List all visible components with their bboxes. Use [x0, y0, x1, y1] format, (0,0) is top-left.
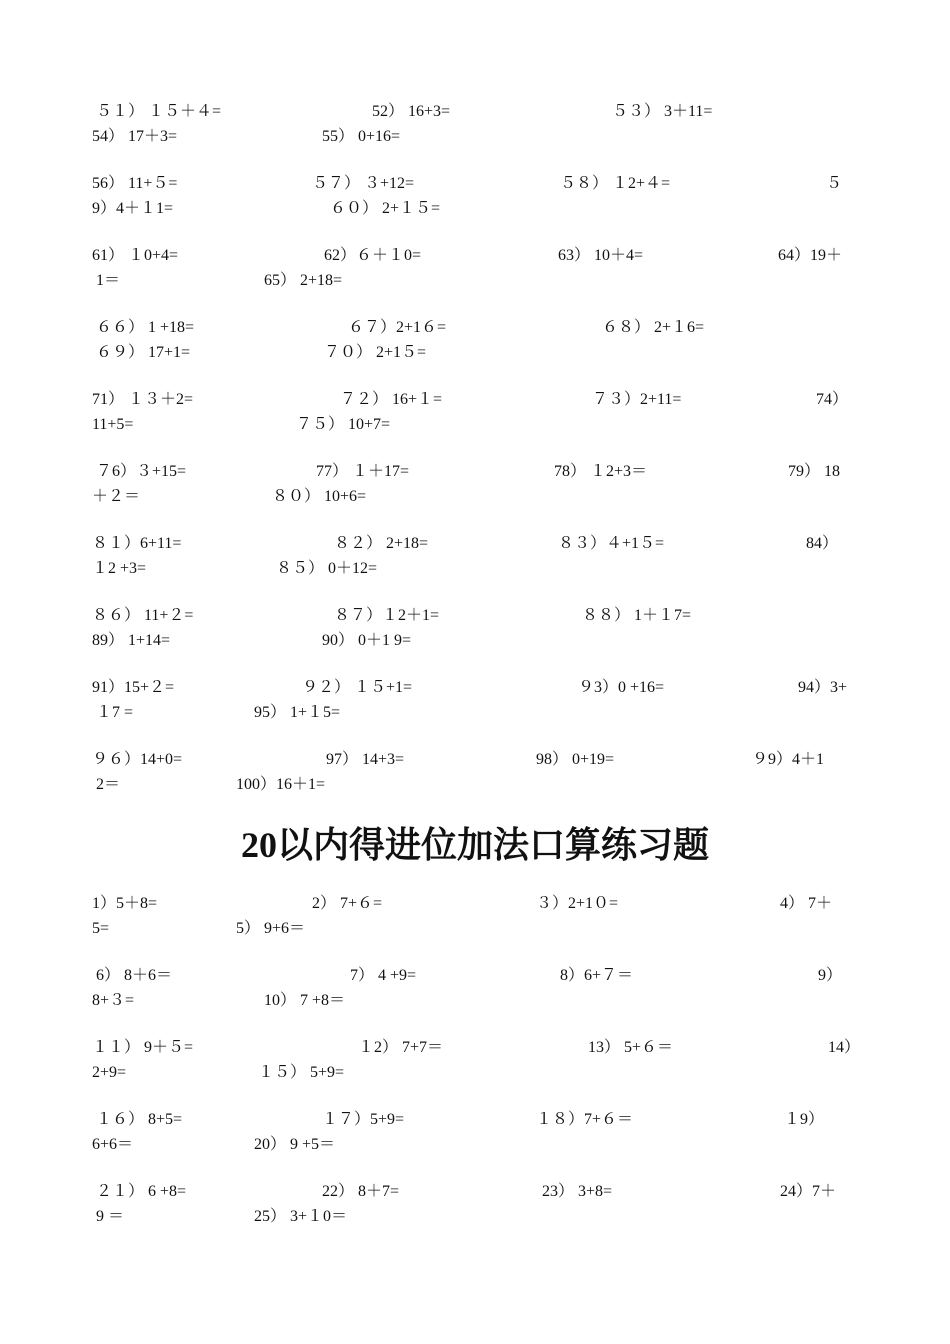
problem-row	[0, 485, 950, 509]
problem-row	[0, 388, 950, 412]
problem-item: 13） 5+６＝	[588, 1039, 674, 1056]
problem-item: ８０） 10+6=	[272, 488, 367, 505]
problem-item: 77） １＋17=	[316, 463, 410, 480]
problem-item: ３）2+1０=	[536, 895, 619, 912]
problem-item: ２１） 6 +8=	[96, 1183, 187, 1200]
problem-row	[0, 1061, 950, 1085]
problem-row	[0, 100, 950, 124]
problem-item: 84）	[806, 535, 839, 552]
problem-item: 62）６＋１0=	[324, 247, 422, 264]
problem-row	[0, 1036, 950, 1060]
problem-item: ８８） 1＋１7=	[582, 607, 692, 624]
problem-item: ５８） １2+４=	[560, 175, 671, 192]
problem-item: 95） 1+１5=	[254, 704, 341, 721]
problem-row	[0, 748, 950, 772]
problem-item: ８１）6+11=	[92, 535, 182, 552]
problem-item: ６７）2+1６=	[348, 319, 447, 336]
problem-row	[0, 917, 950, 941]
problem-item: 14）	[828, 1039, 861, 1056]
problem-row	[0, 701, 950, 725]
problem-item: 7） 4 +9=	[350, 967, 417, 984]
problem-item: １2） 7+7＝	[358, 1039, 444, 1056]
problem-item: １7 =	[96, 704, 134, 721]
problem-row	[0, 1180, 950, 1204]
problem-row	[0, 989, 950, 1013]
problem-item: ９3）0 +16=	[578, 679, 665, 696]
problem-item: 61） １0+4=	[92, 247, 179, 264]
problem-item: 24）7＋	[780, 1183, 837, 1200]
problem-row	[0, 460, 950, 484]
problem-item: 5=	[92, 920, 110, 937]
problem-item: ７３）2+11=	[592, 391, 682, 408]
problem-item: 56） 11+５=	[92, 175, 178, 192]
problem-row	[0, 1108, 950, 1132]
problem-item: 20） 9 +5＝	[254, 1136, 336, 1153]
problem-item: １６） 8+5=	[96, 1111, 183, 1128]
problem-row	[0, 1205, 950, 1229]
problem-item: １9）	[784, 1111, 825, 1128]
problem-item: 9 ＝	[96, 1208, 125, 1225]
problem-item: 8+３=	[92, 992, 135, 1009]
problem-item: 79） 18	[788, 463, 841, 480]
problem-row	[0, 269, 950, 293]
problem-item: ６９） 17+1=	[96, 344, 191, 361]
problem-item: ５１） １５＋４=	[96, 103, 222, 120]
problem-item: ７０） 2+1５=	[324, 344, 427, 361]
problem-item: ５	[826, 175, 843, 192]
problem-item: 2） 7+６=	[312, 895, 383, 912]
problem-row	[0, 532, 950, 556]
problem-item: 9）4＋１1=	[92, 200, 174, 217]
problem-item: 55） 0+16=	[322, 128, 401, 145]
problem-item: 100）16＋1=	[236, 776, 326, 793]
problem-item: ８５） 0＋12=	[276, 560, 378, 577]
problem-row	[0, 964, 950, 988]
problem-item: ５７） ３+12=	[312, 175, 415, 192]
problem-item: 22） 8＋7=	[322, 1183, 400, 1200]
problem-item: ９２） １５+1=	[302, 679, 413, 696]
problem-item: 23） 3+8=	[542, 1183, 613, 1200]
problem-item: ７２） 16+１=	[340, 391, 443, 408]
problem-item: 25） 3+１0＝	[254, 1208, 348, 1225]
problem-row	[0, 892, 950, 916]
problem-item: 98） 0+19=	[536, 751, 615, 768]
problem-row	[0, 604, 950, 628]
problem-item: ６０） 2+１５=	[330, 200, 441, 217]
problem-item: １５） 5+9=	[258, 1064, 345, 1081]
problem-item: 6+6＝	[92, 1136, 134, 1153]
problem-row	[0, 557, 950, 581]
problem-row	[0, 125, 950, 149]
problem-item: ９６）14+0=	[92, 751, 183, 768]
problem-item: 1）5＋8=	[92, 895, 158, 912]
problem-row	[0, 244, 950, 268]
problem-item: 1＝	[96, 272, 121, 289]
problem-item: 94）3+	[798, 679, 848, 696]
problem-item: 63） 10＋4=	[558, 247, 644, 264]
problem-item: ８３）４+1５=	[558, 535, 665, 552]
problem-row	[0, 172, 950, 196]
problem-item: ８２） 2+18=	[334, 535, 429, 552]
problem-item: 5） 9+6＝	[236, 920, 306, 937]
problem-row	[0, 341, 950, 365]
problem-item: 65） 2+18=	[264, 272, 343, 289]
problem-item: １2 +3=	[92, 560, 147, 577]
section-title: 20以内得进位加法口算练习题	[240, 825, 709, 865]
problem-item: 91）15+２=	[92, 679, 175, 696]
problem-row	[0, 676, 950, 700]
problem-item: 4） 7＋	[780, 895, 833, 912]
problem-item: 54） 17＋3=	[92, 128, 178, 145]
problem-item: 78） １2+3＝	[554, 463, 648, 480]
problem-item: ６６） 1 +18=	[96, 319, 195, 336]
problem-item: ８６） 11+２=	[92, 607, 194, 624]
problem-row	[0, 316, 950, 340]
problem-item: ６８） 2+１6=	[602, 319, 705, 336]
problem-item: 2+9=	[92, 1064, 127, 1081]
problem-item: 10） 7 +8＝	[264, 992, 346, 1009]
problem-item: １７）5+9=	[322, 1111, 405, 1128]
problem-item: 71） １３＋2=	[92, 391, 194, 408]
problem-item: 9）	[818, 967, 843, 984]
problem-item: 2＝	[96, 776, 121, 793]
problem-item: 97） 14+3=	[326, 751, 405, 768]
problem-item: 89） 1+14=	[92, 632, 171, 649]
problem-row	[0, 413, 950, 437]
problem-item: １８）7+６＝	[536, 1111, 634, 1128]
problem-row	[0, 773, 950, 797]
problem-row	[0, 1133, 950, 1157]
problem-item: ７５） 10+7=	[296, 416, 391, 433]
problem-item: 6） 8＋6＝	[96, 967, 173, 984]
problem-item: ７6）３+15=	[96, 463, 187, 480]
problem-item: 64）19＋	[778, 247, 843, 264]
problem-item: １１） 9＋５=	[92, 1039, 194, 1056]
problem-item: ９9）4＋1	[752, 751, 825, 768]
problem-row	[0, 629, 950, 653]
problem-item: 8）6+７＝	[560, 967, 634, 984]
problem-item: ５３） 3＋11=	[612, 103, 713, 120]
problem-item: ８７）１2＋1=	[334, 607, 440, 624]
problem-row	[0, 197, 950, 221]
problem-item: 11+5=	[92, 416, 134, 433]
problem-item: 90） 0＋1 9=	[322, 632, 412, 649]
problem-item: 74）	[816, 391, 849, 408]
problem-item: ＋２＝	[92, 488, 141, 505]
problem-item: 52） 16+3=	[372, 103, 451, 120]
